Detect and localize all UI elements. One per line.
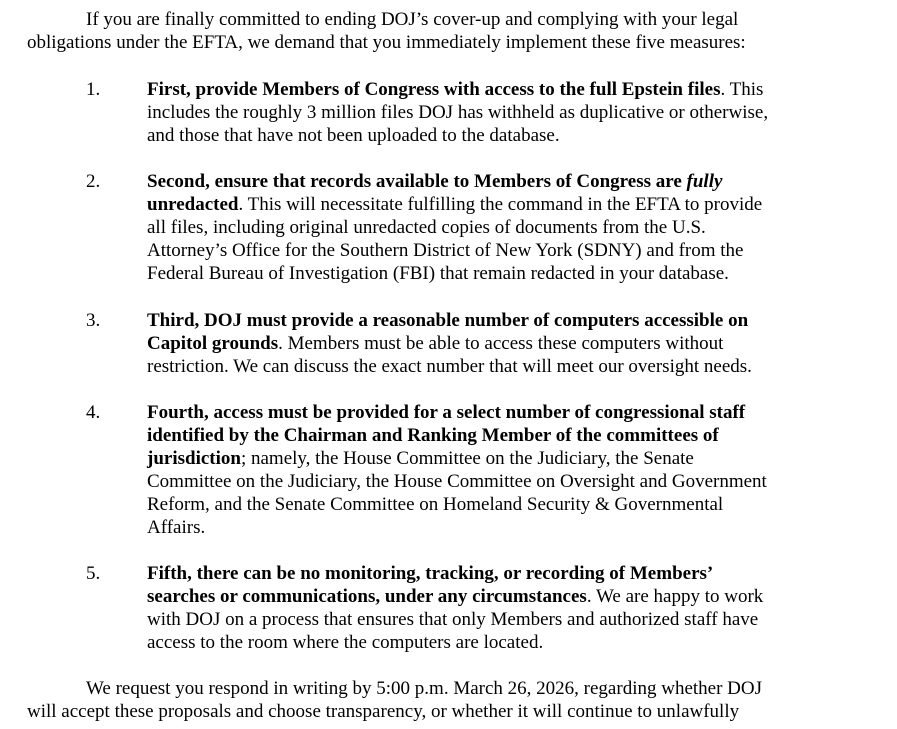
item-2-line-2 <box>147 193 762 216</box>
item-3-text: . Members must be able to access these computers without <box>278 333 724 354</box>
item-1-number: 1. <box>86 79 101 100</box>
item-4-line-4: Committee on the Judiciary, the House Committee on Oversight and Government <box>147 471 767 492</box>
item-2-text: . This will necessitate fulfilling the command in the EFTA to provide <box>238 194 763 215</box>
item-5-line-1 <box>147 562 713 585</box>
item-2-bold-text-2: unredacted <box>147 194 239 215</box>
item-5-text: . We are happy to work <box>586 586 764 607</box>
item-4-line-5: Reform, and the Senate Committee on Homeland Security & Governmental <box>147 494 724 515</box>
item-3-line-1 <box>147 309 748 332</box>
item-2-line-4: Attorney’s Office for the Southern District of New York (SDNY) and from the <box>147 240 744 261</box>
item-3-number: 3. <box>86 310 101 331</box>
item-4-line-3 <box>147 447 694 470</box>
item-1-bold-text: First, provide Members of Congress with access to the full Epstein files <box>147 79 721 100</box>
item-5-bold-text: Fifth, there can be no monitoring, tracking, or recording of Members’ <box>147 563 714 584</box>
closing-line-1: We request you respond in writing by 5:00 p.m. March 26, 2026, regarding whether DOJ <box>86 678 763 699</box>
item-4-line-2 <box>147 424 719 447</box>
item-2-line-3: all files, including original unredacted copies of documents from the U.S. <box>147 217 706 238</box>
item-4-line-6: Affairs. <box>147 517 206 538</box>
item-1-line-1 <box>147 78 763 101</box>
item-2-number: 2. <box>86 171 101 192</box>
item-5-line-3: with DOJ on a process that ensures that only Members and authorized staff have <box>147 609 759 630</box>
item-4-bold-text: Fourth, access must be provided for a select number of congressional staff <box>147 402 746 423</box>
item-3-line-3: restriction. We can discuss the exact number that will meet our oversight needs. <box>147 356 752 377</box>
intro-line-1: If you are finally committed to ending DOJ’s cover-up and complying with your legal <box>86 9 739 30</box>
item-5-number: 5. <box>86 563 101 584</box>
item-4-line-1 <box>147 401 745 424</box>
intro-line-2: obligations under the EFTA, we demand that you immediately implement these five measures: <box>27 32 746 53</box>
item-2-line-5: Federal Bureau of Investigation (FBI) that remain redacted in your database. <box>147 263 729 284</box>
item-4-bold-text-2: identified by the Chairman and Ranking Member of the committees of <box>147 425 719 446</box>
item-1-line-2: includes the roughly 3 million files DOJ has withheld as duplicative or otherwise, <box>147 102 769 123</box>
closing-line-2: will accept these proposals and choose transparency, or whether it will continue to unlawfully <box>27 701 740 722</box>
item-3-bold-text-2: Capitol grounds <box>147 333 279 354</box>
item-1-line-3: and those that have not been uploaded to the database. <box>147 125 560 146</box>
item-4-number: 4. <box>86 402 101 423</box>
item-4-text: ; namely, the House Committee on the Judiciary, the Senate <box>240 448 694 469</box>
item-5-line-2 <box>147 585 763 608</box>
item-5-bold-text-2: searches or communications, under any circumstances <box>147 586 587 607</box>
item-4-bold-text-3: jurisdiction <box>147 448 241 469</box>
item-3-bold-text: Third, DOJ must provide a reasonable number of computers accessible on <box>147 310 749 331</box>
item-2-italic-text: fully <box>686 171 723 192</box>
item-5-line-4: access to the room where the computers are located. <box>147 632 544 653</box>
item-2-bold-text: Second, ensure that records available to Members of Congress are <box>147 171 687 192</box>
item-2-line-1 <box>147 170 722 193</box>
item-1-text: . This <box>720 79 764 100</box>
item-3-line-2 <box>147 332 723 355</box>
